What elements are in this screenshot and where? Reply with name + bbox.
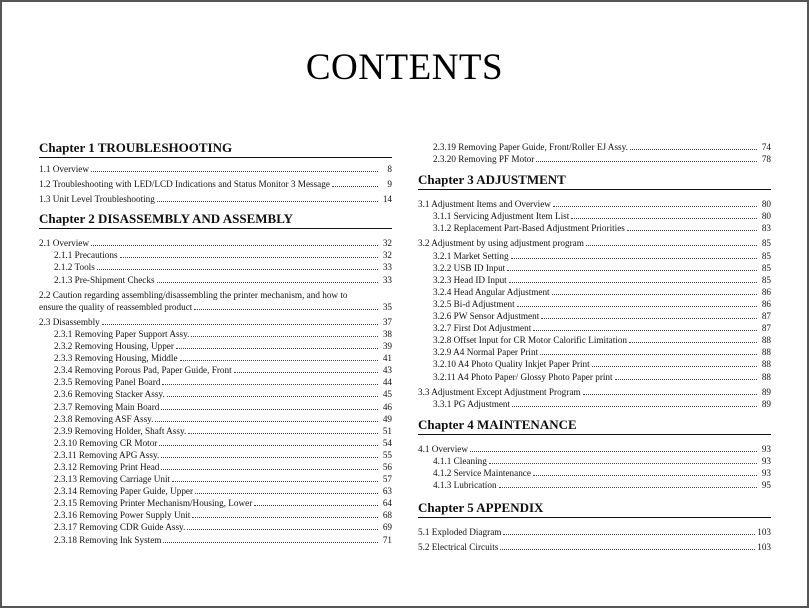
toc-entry[interactable]: 2.1.1 Precautions 32 xyxy=(54,250,392,261)
toc-entry[interactable]: 3.2.3 Head ID Input 85 xyxy=(433,274,771,285)
toc-entry[interactable]: 2.3.14 Removing Paper Guide, Upper 63 xyxy=(54,486,392,497)
toc-entry[interactable]: 4.1.2 Service Maintenance 93 xyxy=(433,467,771,478)
toc-entry[interactable]: 3.1.2 Replacement Part-Based Adjustment Priorities 83 xyxy=(433,223,771,234)
page-title: CONTENTS xyxy=(305,47,504,88)
toc-entry[interactable]: 2.3.4 Removing Porous Pad, Paper Guide, Front 43 xyxy=(54,365,392,376)
toc-entry[interactable]: 2.3.2 Removing Housing, Upper 39 xyxy=(54,341,392,352)
toc-entry[interactable]: 4.1.3 Lubrication 95 xyxy=(433,480,771,491)
toc-right-column xyxy=(418,141,771,553)
chapter-4-heading[interactable]: Chapter 4 MAINTENANCE xyxy=(418,417,771,435)
toc-entry[interactable]: 3.2.11 A4 Photo Paper/ Glossy Photo Paper print 88 xyxy=(433,371,771,382)
toc-entry[interactable]: 2.1 Overview 32 xyxy=(39,238,392,249)
toc-entry[interactable]: 2.3 Disassembly 37 xyxy=(39,316,392,327)
toc-entry[interactable]: 2.3.15 Removing Printer Mechanism/Housing, Lower 64 xyxy=(54,498,392,509)
toc-entry[interactable]: 2.3.7 Removing Main Board 46 xyxy=(54,401,392,412)
toc-entry[interactable]: 3.2.6 PW Sensor Adjustment 87 xyxy=(433,311,771,322)
toc-entry[interactable]: 2.3.11 Removing APG Assy. 55 xyxy=(54,449,392,460)
toc-entry-multiline[interactable]: 2.2 Caution regarding assembling/disassembling the printer mechanism, and how to ensure the quality of reassembled product 35 xyxy=(39,289,392,312)
toc-entry[interactable]: 2.3.13 Removing Carriage Unit 57 xyxy=(54,474,392,485)
chapter-2-heading[interactable]: Chapter 2 DISASSEMBLY AND ASSEMBLY xyxy=(39,211,392,229)
toc-entry[interactable]: 1.2 Troubleshooting with LED/LCD Indications and Status Monitor 3 Message 9 xyxy=(39,179,392,190)
toc-entry[interactable]: 1.3 Unit Level Troubleshooting 14 xyxy=(39,194,392,205)
toc-entry[interactable]: 3.2.8 Offset Input for CR Motor Calorific Limitation 88 xyxy=(433,335,771,346)
toc-entry[interactable]: 3.2.1 Market Setting 85 xyxy=(433,250,771,261)
toc-entry[interactable]: 2.3.17 Removing CDR Guide Assy. 69 xyxy=(54,522,392,533)
leader-dots xyxy=(332,179,378,187)
toc-entry[interactable]: 3.2.5 Bi-d Adjustment 86 xyxy=(433,298,771,309)
toc-entry[interactable]: 3.3 Adjustment Except Adjustment Program 89 xyxy=(418,386,771,397)
toc-entry[interactable]: 3.1.1 Servicing Adjustment Item List 80 xyxy=(433,211,771,222)
toc-entry[interactable]: 3.2.9 A4 Normal Paper Print 88 xyxy=(433,347,771,358)
toc-entry[interactable]: 3.2.7 First Dot Adjustment 87 xyxy=(433,323,771,334)
toc-entry[interactable]: 2.3.1 Removing Paper Support Assy. 38 xyxy=(54,328,392,339)
toc-entry[interactable]: 5.2 Electrical Circuits 103 xyxy=(418,542,771,553)
toc-entry[interactable]: 2.3.19 Removing Paper Guide, Front/Roller EJ Assy. 74 xyxy=(433,142,771,152)
toc-entry[interactable]: 2.3.18 Removing Ink System 71 xyxy=(54,534,392,545)
toc-entry[interactable]: 3.3.1 PG Adjustment 89 xyxy=(433,398,771,409)
toc-entry[interactable]: 2.1.3 Pre-Shipment Checks 33 xyxy=(54,274,392,285)
chapter-1-heading[interactable]: Chapter 1 TROUBLESHOOTING xyxy=(39,140,392,158)
toc-left-column xyxy=(39,140,392,546)
toc-entry[interactable]: 4.1.1 Cleaning 93 xyxy=(433,455,771,466)
toc-entry[interactable]: 2.3.3 Removing Housing, Middle 41 xyxy=(54,353,392,364)
toc-entry[interactable]: 2.3.12 Removing Print Head 56 xyxy=(54,461,392,472)
toc-entry[interactable]: 2.3.20 Removing PF Motor 78 xyxy=(433,154,771,165)
toc-entry[interactable]: 2.3.5 Removing Panel Board 44 xyxy=(54,377,392,388)
toc-entry[interactable]: 2.3.9 Removing Holder, Shaft Assy. 51 xyxy=(54,425,392,436)
toc-entry[interactable]: 2.3.8 Removing ASF Assy. 49 xyxy=(54,413,392,424)
toc-entry[interactable]: 3.1 Adjustment Items and Overview 80 xyxy=(418,199,771,210)
toc-entry[interactable]: 2.3.6 Removing Stacker Assy. 45 xyxy=(54,389,392,400)
leader-dots xyxy=(157,194,378,202)
leader-dots xyxy=(91,164,378,172)
toc-entry[interactable]: 4.1 Overview 93 xyxy=(418,443,771,454)
toc-entry[interactable]: 2.3.16 Removing Power Supply Unit 68 xyxy=(54,510,392,521)
toc-entry[interactable]: 2.3.10 Removing CR Motor 54 xyxy=(54,437,392,448)
toc-entry[interactable]: 3.2.4 Head Angular Adjustment 86 xyxy=(433,286,771,297)
chapter-5-heading[interactable]: Chapter 5 APPENDIX xyxy=(418,500,771,518)
toc-entry[interactable]: 5.1 Exploded Diagram 103 xyxy=(418,527,771,538)
chapter-3-heading[interactable]: Chapter 3 ADJUSTMENT xyxy=(418,172,771,190)
toc-entry[interactable]: 1.1 Overview 8 xyxy=(39,164,392,174)
toc-entry[interactable]: 2.1.2 Tools 33 xyxy=(54,262,392,273)
toc-entry[interactable]: 3.2.2 USB ID Input 85 xyxy=(433,262,771,273)
toc-entry[interactable]: 3.2 Adjustment by using adjustment program 85 xyxy=(418,238,771,249)
toc-entry[interactable]: 3.2.10 A4 Photo Quality Inkjet Paper Print 88 xyxy=(433,359,771,370)
